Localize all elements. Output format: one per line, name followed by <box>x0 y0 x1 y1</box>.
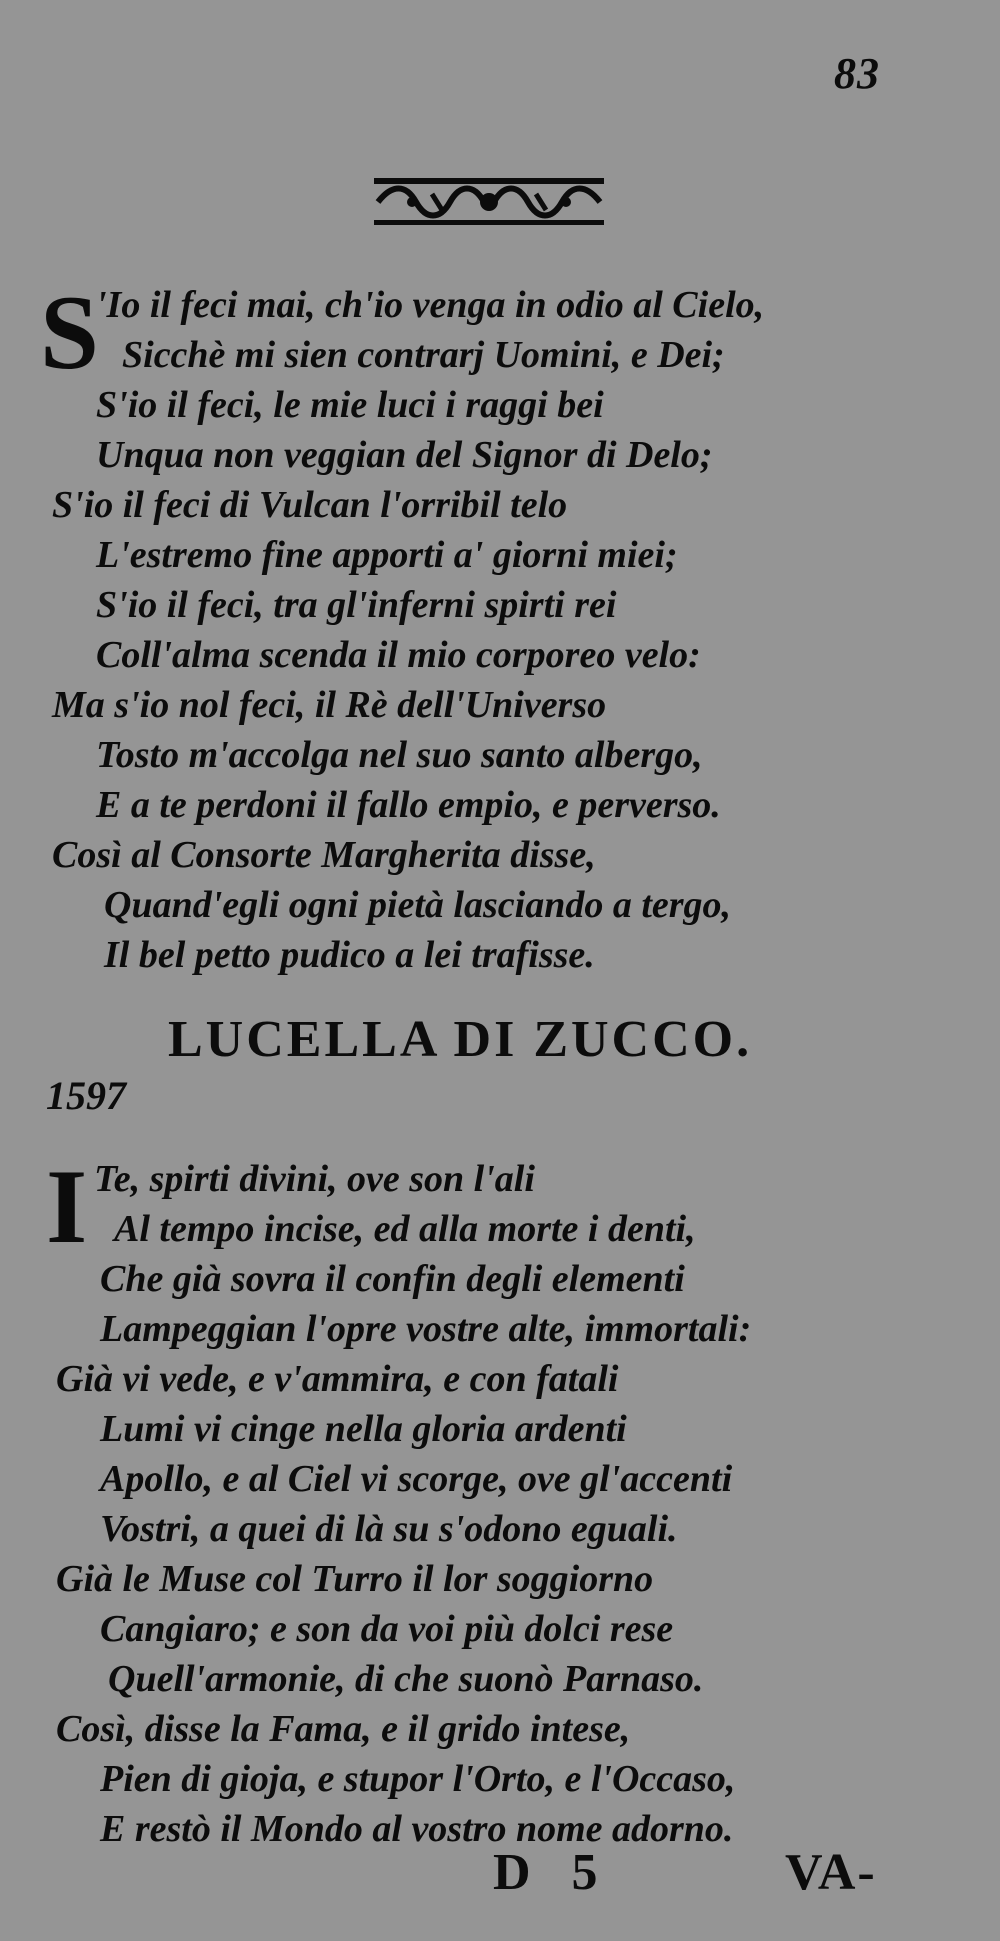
signature-mark: D 5 <box>493 1844 612 1901</box>
verse-line: E a te perdoni il fallo empio, e perverso. <box>96 784 721 826</box>
verse-line: Il bel petto pudico a lei trafisse. <box>104 934 595 976</box>
verse-line: 'Io il feci mai, ch'io venga in odio al Cielo, <box>96 284 765 326</box>
verse-line: S'io il feci, tra gl'inferni spirti rei <box>96 584 617 626</box>
verse-line: Già vi vede, e v'ammira, e con fatali <box>56 1358 619 1400</box>
verse-line: Lumi vi cinge nella gloria ardenti <box>100 1408 627 1450</box>
verse-line: Così, disse la Fama, e il grido intese, <box>56 1708 631 1750</box>
drop-cap: S <box>40 274 99 391</box>
verse-line: Ma s'io nol feci, il Rè dell'Universo <box>52 684 607 726</box>
verse-line: Unqua non veggian del Signor di Delo; <box>96 434 713 476</box>
verse-line: Apollo, e al Ciel vi scorge, ove gl'accenti <box>100 1458 733 1500</box>
verse-line: S'io il feci di Vulcan l'orribil telo <box>52 484 568 526</box>
verse-line: Vostri, a quei di là su s'odono eguali. <box>100 1508 678 1550</box>
page-number: 83 <box>834 49 880 98</box>
poem-heading: LUCELLA DI ZUCCO. <box>168 1011 753 1068</box>
verse-line: Cangiaro; e son da voi più dolci rese <box>100 1608 674 1650</box>
verse-line: Al tempo incise, ed alla morte i denti, <box>114 1208 696 1250</box>
verse-line: Pien di gioja, e stupor l'Orto, e l'Occaso, <box>100 1758 736 1800</box>
verse-line: Sicchè mi sien contrarj Uomini, e Dei; <box>122 334 725 376</box>
poem-year: 1597 <box>46 1073 126 1118</box>
verse-line: Te, spirti divini, ove son l'ali <box>94 1158 535 1200</box>
verse-line: Tosto m'accolga nel suo santo albergo, <box>96 734 703 776</box>
verse-line: Così al Consorte Margherita disse, <box>52 834 596 876</box>
verse-line: Quand'egli ogni pietà lasciando a tergo, <box>104 884 732 926</box>
verse-line: Lampeggian l'opre vostre alte, immortali: <box>100 1308 752 1350</box>
decorative-headpiece-ornament <box>372 172 606 230</box>
verse-line: Quell'armonie, di che suonò Parnaso. <box>108 1658 704 1700</box>
verse-line: S'io il feci, le mie luci i raggi bei <box>96 384 604 426</box>
verse-line: Coll'alma scenda il mio corporeo velo: <box>96 634 701 676</box>
drop-cap: I <box>46 1148 88 1265</box>
verse-line: L'estremo fine apporti a' giorni miei; <box>96 534 678 576</box>
verse-line: Già le Muse col Turro il lor soggiorno <box>56 1558 654 1600</box>
verse-line: E restò il Mondo al vostro nome adorno. <box>100 1808 734 1850</box>
catchword: VA- <box>785 1844 877 1901</box>
verse-line: Che già sovra il confin degli elementi <box>100 1258 685 1300</box>
